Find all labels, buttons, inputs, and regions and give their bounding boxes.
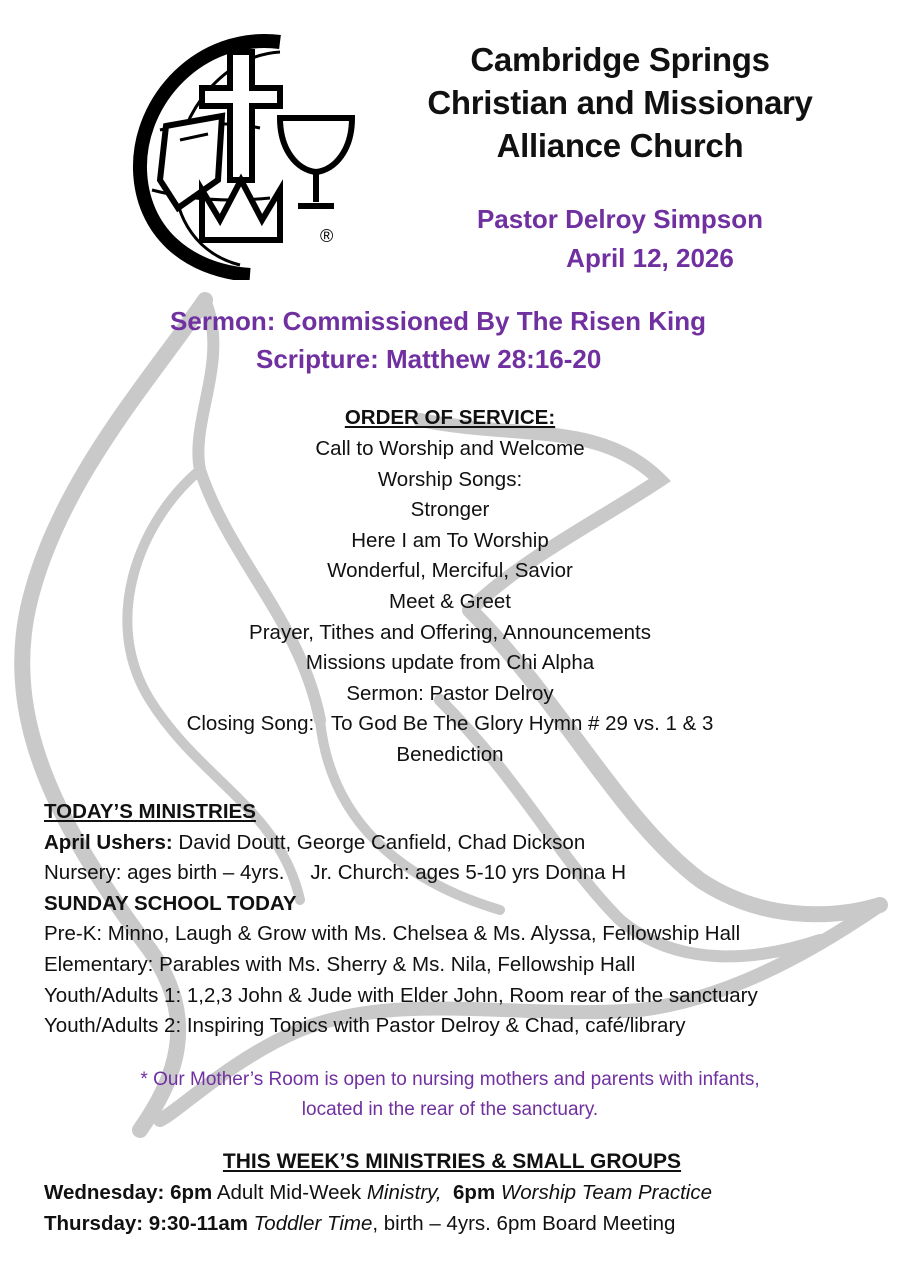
service-item: Prayer, Tithes and Offering, Announcements [249, 620, 651, 644]
todays-ministries [44, 797, 904, 1042]
order-of-service-heading: ORDER OF SERVICE: [344, 406, 556, 429]
wednesday-event-italic: Ministry, [366, 1181, 442, 1204]
jr-church-info: Jr. Church: ages 5-10 yrs Donna H [310, 861, 627, 885]
church-name-line: Cambridge Springs [470, 41, 770, 78]
mothers-room-line: * Our Mother’s Room is open to nursing mothers and parents with infants, [140, 1069, 760, 1090]
thursday-line [44, 1209, 904, 1240]
thursday-time: 9:30-11am [143, 1211, 248, 1235]
service-item: Closing Song: To God Be The Glory Hymn # 29 vs. 1 & 3 [186, 712, 714, 736]
ushers-value: David Doutt, George Canfield, Chad Dickson [172, 830, 586, 854]
scripture-reference: Scripture: Matthew 28:16-20 [256, 344, 602, 374]
ushers-line [44, 828, 904, 859]
nursery-info: Nursery: ages birth – 4yrs. [44, 861, 285, 885]
church-name [400, 38, 840, 167]
sunday-school-class: Elementary: Parables with Ms. Sherry & Ms. Nila, Fellowship Hall [44, 952, 636, 976]
sunday-school-class: Youth/Adults 1: 1,2,3 John & Jude with Elder John, Room rear of the sanctuary [44, 983, 758, 1007]
this-week-heading: THIS WEEK’S MINISTRIES & SMALL GROUPS [222, 1150, 682, 1173]
mothers-room-line: located in the rear of the sanctuary. [301, 1099, 599, 1120]
crown-icon [202, 180, 280, 240]
wednesday-event: Adult Mid-Week [212, 1181, 367, 1204]
sunday-school-class: Pre-K: Minno, Laugh & Grow with Ms. Chelsea & Ms. Alyssa, Fellowship Hall [44, 922, 741, 946]
laver-icon [160, 116, 222, 208]
ushers-label: April Ushers: [44, 830, 173, 854]
wednesday-time: 6pm [164, 1181, 213, 1204]
sunday-school-class: Youth/Adults 2: Inspiring Topics with Pastor Delroy & Chad, café/library [44, 1014, 686, 1038]
trademark-symbol: ® [320, 226, 334, 246]
service-item: Call to Worship and Welcome [315, 437, 585, 460]
sermon-title: Sermon: Commissioned By The Risen King [170, 306, 706, 336]
service-item: Sermon: Pastor Delroy [346, 681, 554, 705]
this-week-ministries [44, 1146, 904, 1239]
wednesday-time-2: 6pm [441, 1181, 496, 1204]
service-item: Missions update from Chi Alpha [305, 651, 595, 675]
todays-ministries-heading: TODAY’S MINISTRIES [44, 800, 256, 823]
wednesday-event-2: Worship Team Practice [495, 1181, 713, 1204]
service-item: Here I am To Worship [351, 528, 549, 552]
service-date: April 12, 2026 [566, 243, 734, 273]
thursday-rest: , birth – 4yrs. 6pm Board Meeting [372, 1211, 676, 1235]
church-name-line: Alliance Church [496, 127, 744, 164]
church-logo [130, 30, 360, 280]
wednesday-line [44, 1178, 904, 1209]
order-of-service [80, 402, 820, 771]
sunday-school-heading: SUNDAY SCHOOL TODAY [44, 891, 297, 915]
mothers-room-notice [40, 1065, 860, 1125]
service-item: Worship Songs: [377, 467, 523, 491]
pastor-name: Pastor Delroy Simpson [476, 204, 764, 234]
service-item: Stronger [410, 498, 490, 522]
service-item: Meet & Greet [389, 589, 511, 613]
service-item: Benediction [396, 742, 504, 766]
chalice-icon [280, 118, 352, 206]
church-name-line: Christian and Missionary [427, 84, 813, 121]
wednesday-day: Wednesday: [44, 1181, 165, 1204]
nursery-line [44, 858, 904, 889]
service-item: Wonderful, Merciful, Savior [327, 559, 573, 583]
thursday-event: Toddler Time [247, 1211, 373, 1235]
thursday-day: Thursday: [44, 1211, 144, 1235]
